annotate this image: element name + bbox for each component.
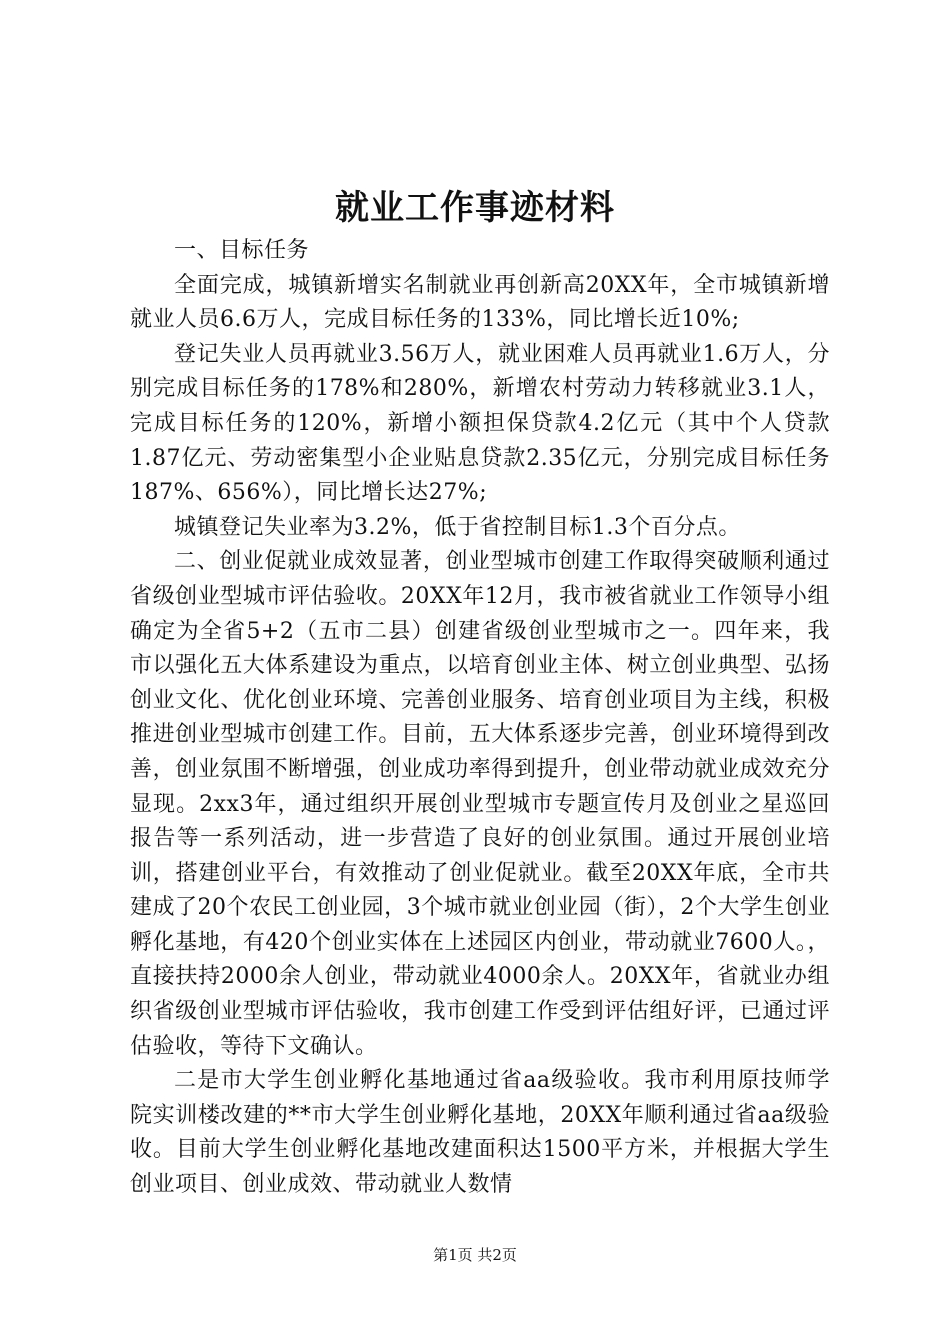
document-title: 就业工作事迹材料 <box>335 188 615 228</box>
paragraph: 二是市大学生创业孵化基地通过省aa级验收。我市利用原技师学院实训楼改建的**市大学生创业孵化基地，20XX年顺利通过省aa级验收。目前大学生创业孵化基地改建面积达1500平方米，并根据大学生创业项目、创业成效、带动就业人数情 <box>130 1068 830 1198</box>
paragraph-section-heading: 一、目标任务 <box>174 238 310 263</box>
document-body <box>130 234 830 1203</box>
paragraph: 登记失业人员再就业3.56万人，就业困难人员再就业1.6万人，分别完成目标任务的178%和280%，新增农村劳动力转移就业3.1人，完成目标任务的120%，新增小额担保贷款4.2亿元（其中个人贷款1.87亿元、劳动密集型小企业贴息贷款2.35亿元，分别完成目标任务187%、656%），同比增长达27%; <box>130 341 830 506</box>
paragraph: 城镇登记失业率为3.2%，低于省控制目标1.3个百分点。 <box>174 514 741 540</box>
page-footer: 第1页 共2页 <box>433 1246 517 1264</box>
paragraph: 全面完成，城镇新增实名制就业再创新高20XX年，全市城镇新增就业人员6.6万人，完成目标任务的133%，同比增长近10%; <box>130 272 830 333</box>
paragraph: 二、创业促就业成效显著，创业型城市创建工作取得突破顺利通过省级创业型城市评估验收。20XX年12月，我市被省就业工作领导小组确定为全省5+2（五市二县）创建省级创业型城市之一。四年来，我市以强化五大体系建设为重点，以培育创业主体、树立创业典型、弘扬创业文化、优化创业环境、完善创业服务、培育创业项目为主线，积极推进创业型城市创建工作。目前，五大体系逐步完善，创业环境得到改善，创业氛围不断增强，创业成功率得到提升，创业带动就业成效充分显现。2xx3年，通过组织开展创业型城市专题宣传月及创业之星巡回报告等一系列活动，进一步营造了良好的创业氛围。通过开展创业培训，搭建创业平台，有效推动了创业促就业。截至20XX年底，全市共建成了20个农民工创业园，3个城市就业创业园（街），2个大学生创业孵化基地，有420个创业实体在上述园区内创业，带动就业7600人。，直接扶持2000余人创业，带动就业4000余人。20XX年，省就业办组织省级创业型城市评估验收，我市创建工作受到评估组好评，已通过评估验收，等待下文确认。 <box>130 549 830 1059</box>
